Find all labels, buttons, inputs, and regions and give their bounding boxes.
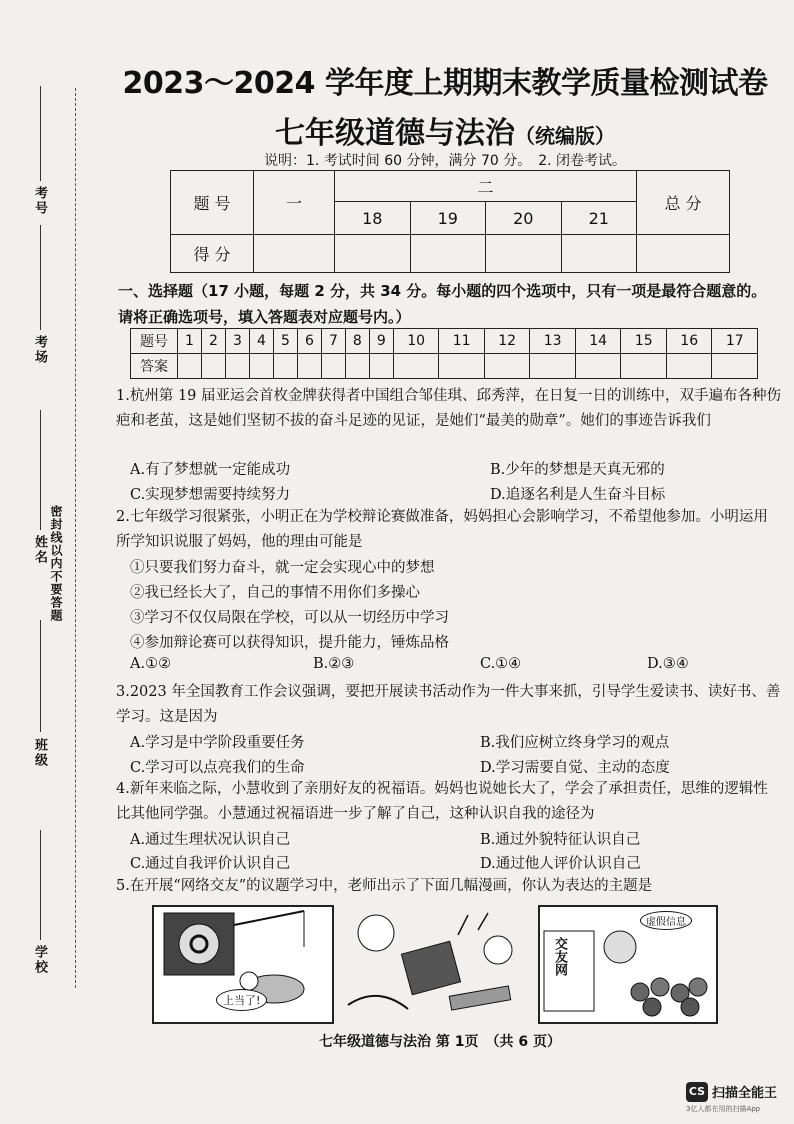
question-5-stem: 5.在开展“网络交友”的议题学习中，老师出示了下面几幅漫画，你认为表达的主题是 xyxy=(116,878,653,894)
question-2-statement-3: ③学习不仅仅局限在学校，可以从一切经历中学习 xyxy=(130,610,449,626)
question-1-option-c[interactable]: C.实现梦想需要持续努力 xyxy=(130,487,291,503)
class-label: 班级 xyxy=(32,738,47,768)
exam-title: 2023～2024 学年度上期期末教学质量检测试卷 xyxy=(122,66,768,101)
answer-cell[interactable] xyxy=(439,354,485,379)
answer-grid-number: 10 xyxy=(393,329,439,354)
answer-grid-number-label: 题号 xyxy=(131,329,178,354)
answer-cell[interactable] xyxy=(321,354,345,379)
comic-3-bubble: 虚假信息 xyxy=(640,911,692,930)
answer-cell[interactable] xyxy=(530,354,576,379)
answer-cell[interactable] xyxy=(666,354,712,379)
comic-1-caption: 上当了! xyxy=(216,989,267,1011)
question-2-option-c[interactable]: C.①④ xyxy=(480,656,522,672)
answer-grid-number: 7 xyxy=(321,329,345,354)
question-4-stem: 4.新年来临之际，小慧收到了亲朋好友的祝福语。妈妈也说她长大了，学会了承担责任，思维的逻辑性比其他同学强。小慧通过祝福语进一步了解了自己，这种认识自我的途径为 xyxy=(116,781,768,822)
answer-cell[interactable] xyxy=(297,354,321,379)
answer-cell[interactable] xyxy=(345,354,369,379)
question-1-option-b[interactable]: B.少年的梦想是天真无邪的 xyxy=(490,462,665,478)
school-underline xyxy=(40,830,41,940)
score-table-score-label: 得 分 xyxy=(171,235,254,273)
comic-panel-3 xyxy=(538,905,718,1024)
answer-cell[interactable] xyxy=(201,354,225,379)
answer-grid-number: 15 xyxy=(621,329,667,354)
score-cell[interactable] xyxy=(410,235,486,273)
cartoon-face-icon xyxy=(358,915,394,951)
cartoon-face-icon xyxy=(604,931,636,963)
question-4-option-c[interactable]: C.通过自我评价认识自己 xyxy=(130,856,291,872)
name-underline xyxy=(40,410,41,530)
answer-grid-number: 5 xyxy=(273,329,297,354)
comic-panel-2 xyxy=(338,905,526,1020)
answer-grid-number: 14 xyxy=(575,329,621,354)
answer-cell[interactable] xyxy=(621,354,667,379)
question-2-option-a[interactable]: A.①② xyxy=(130,656,172,672)
answer-cell[interactable] xyxy=(249,354,273,379)
score-table-q18: 18 xyxy=(335,202,411,235)
class-underline xyxy=(40,620,41,732)
comic-panel-1 xyxy=(152,905,334,1024)
exam-room-label: 考场 xyxy=(32,335,47,365)
subject-title xyxy=(110,108,780,152)
answer-cell[interactable] xyxy=(178,354,202,379)
score-table-q21: 21 xyxy=(561,202,637,235)
question-1-option-a[interactable]: A.有了梦想就一定能成功 xyxy=(130,462,291,478)
answer-grid-number: 16 xyxy=(666,329,712,354)
score-table xyxy=(170,170,730,273)
page-footer: 七年级道德与法治 第 1页 （共 6 页） xyxy=(319,1034,561,1050)
question-3-option-c[interactable]: C.学习可以点亮我们的生命 xyxy=(130,760,305,776)
answer-grid-number: 8 xyxy=(345,329,369,354)
binding-line xyxy=(75,88,76,988)
score-cell[interactable] xyxy=(254,235,335,273)
question-3-option-a[interactable]: A.学习是中学阶段重要任务 xyxy=(130,735,305,751)
cartoon-face-icon xyxy=(484,936,512,964)
computer-monitor-icon xyxy=(401,941,460,995)
score-cell[interactable] xyxy=(486,235,562,273)
score-table-part1: 一 xyxy=(254,171,335,235)
question-2-statement-4: ④参加辩论赛可以获得知识，提升能力，锤炼品格 xyxy=(130,635,449,651)
score-table-q19: 19 xyxy=(410,202,486,235)
question-3-stem: 3.2023 年全国教育工作会议强调，要把开展读书活动作为一件大事来抓，引导学生爱读书、读好书、善学习。这是因为 xyxy=(116,684,781,725)
answer-cell[interactable] xyxy=(484,354,530,379)
question-2-statement-1: ①只要我们努力奋斗，就一定会实现心中的梦想 xyxy=(130,560,435,576)
score-cell[interactable] xyxy=(637,235,730,273)
question-2-stem: 2.七年级学习很紧张，小明正在为学校辩论赛做准备，妈妈担心会影响学习，不希望他参加。小明运用所学知识说服了妈妈，他的理由可能是 xyxy=(116,509,768,550)
answer-cell[interactable] xyxy=(225,354,249,379)
answer-grid-number: 9 xyxy=(369,329,393,354)
answer-cell[interactable] xyxy=(575,354,621,379)
question-3-option-b[interactable]: B.我们应树立终身学习的观点 xyxy=(480,735,670,751)
crowd-icon xyxy=(631,978,707,1016)
exam-room-underline xyxy=(40,225,41,330)
question-1-stem: 1.杭州第 19 届亚运会首枚金牌获得者中国组合邹佳琪、邱秀萍，在日复一日的训练中，双手遍布各种伤疤和老茧，这是她们坚韧不拔的奋斗足迹的见证，是她们“最美的勋章”。她们的事迹告诉我们 xyxy=(116,388,781,429)
question-4-option-b[interactable]: B.通过外貌特征认识自己 xyxy=(480,832,641,848)
answer-grid-number: 13 xyxy=(530,329,576,354)
answer-cell[interactable] xyxy=(273,354,297,379)
exam-no-underline xyxy=(40,86,41,181)
edition-label: （统编版） xyxy=(515,124,615,148)
question-2-option-d[interactable]: D.③④ xyxy=(647,656,689,672)
subject-name: 七年级道德与法治 xyxy=(275,116,515,151)
score-table-row-label: 题 号 xyxy=(171,171,254,235)
question-3-option-d[interactable]: D.学习需要自觉、主动的态度 xyxy=(480,760,670,776)
section1-heading: 一、选择题（17 小题，每题 2 分，共 34 分。每小题的四个选项中，只有一项是最符合题意的。请将正确选项号，填入答题表对应题号内。） xyxy=(118,282,767,326)
answer-cell[interactable] xyxy=(712,354,758,379)
at-sign-icon xyxy=(179,924,219,964)
name-label: 姓名 xyxy=(32,535,47,565)
score-table-q20: 20 xyxy=(486,202,562,235)
answer-grid-number: 3 xyxy=(225,329,249,354)
question-2-option-b[interactable]: B.②③ xyxy=(313,656,355,672)
answer-grid-number: 17 xyxy=(712,329,758,354)
score-table-part2: 二 xyxy=(335,171,637,202)
scanner-app-name: 扫描全能王 xyxy=(712,1086,778,1101)
answer-grid-answer-label: 答案 xyxy=(131,354,178,379)
answer-cell[interactable] xyxy=(393,354,439,379)
comic-3-sign: 交友网 xyxy=(552,937,567,976)
answer-cell[interactable] xyxy=(369,354,393,379)
score-cell[interactable] xyxy=(561,235,637,273)
answer-grid-number: 2 xyxy=(201,329,225,354)
exam-no-label: 考号 xyxy=(32,186,47,216)
scanner-tagline: 3亿人都在用的扫描App xyxy=(686,1105,761,1113)
answer-grid-number: 4 xyxy=(249,329,273,354)
question-1-option-d[interactable]: D.追逐名利是人生奋斗目标 xyxy=(490,487,666,503)
scanner-logo-icon: CS xyxy=(686,1082,708,1102)
comic-2-illustration xyxy=(338,905,526,1020)
question-2-statement-2: ②我已经长大了，自己的事情不用你们多操心 xyxy=(130,585,420,601)
question-4-option-d[interactable]: D.通过他人评价认识自己 xyxy=(480,856,641,872)
score-cell[interactable] xyxy=(335,235,411,273)
fishing-rod-icon xyxy=(234,911,304,925)
answer-grid xyxy=(130,328,758,379)
answer-grid-number: 12 xyxy=(484,329,530,354)
seal-note: 密封线以内不要答题 xyxy=(49,505,63,622)
school-label: 学校 xyxy=(32,945,47,975)
keyboard-icon xyxy=(449,986,511,1010)
score-table-total: 总 分 xyxy=(637,171,730,235)
question-4-option-a[interactable]: A.通过生理状况认识自己 xyxy=(130,832,291,848)
exam-instructions: 说明：1. 考试时间 60 分钟，满分 70 分。 2. 闭卷考试。 xyxy=(263,153,627,169)
answer-grid-number: 1 xyxy=(178,329,202,354)
answer-grid-number: 11 xyxy=(439,329,485,354)
answer-grid-number: 6 xyxy=(297,329,321,354)
